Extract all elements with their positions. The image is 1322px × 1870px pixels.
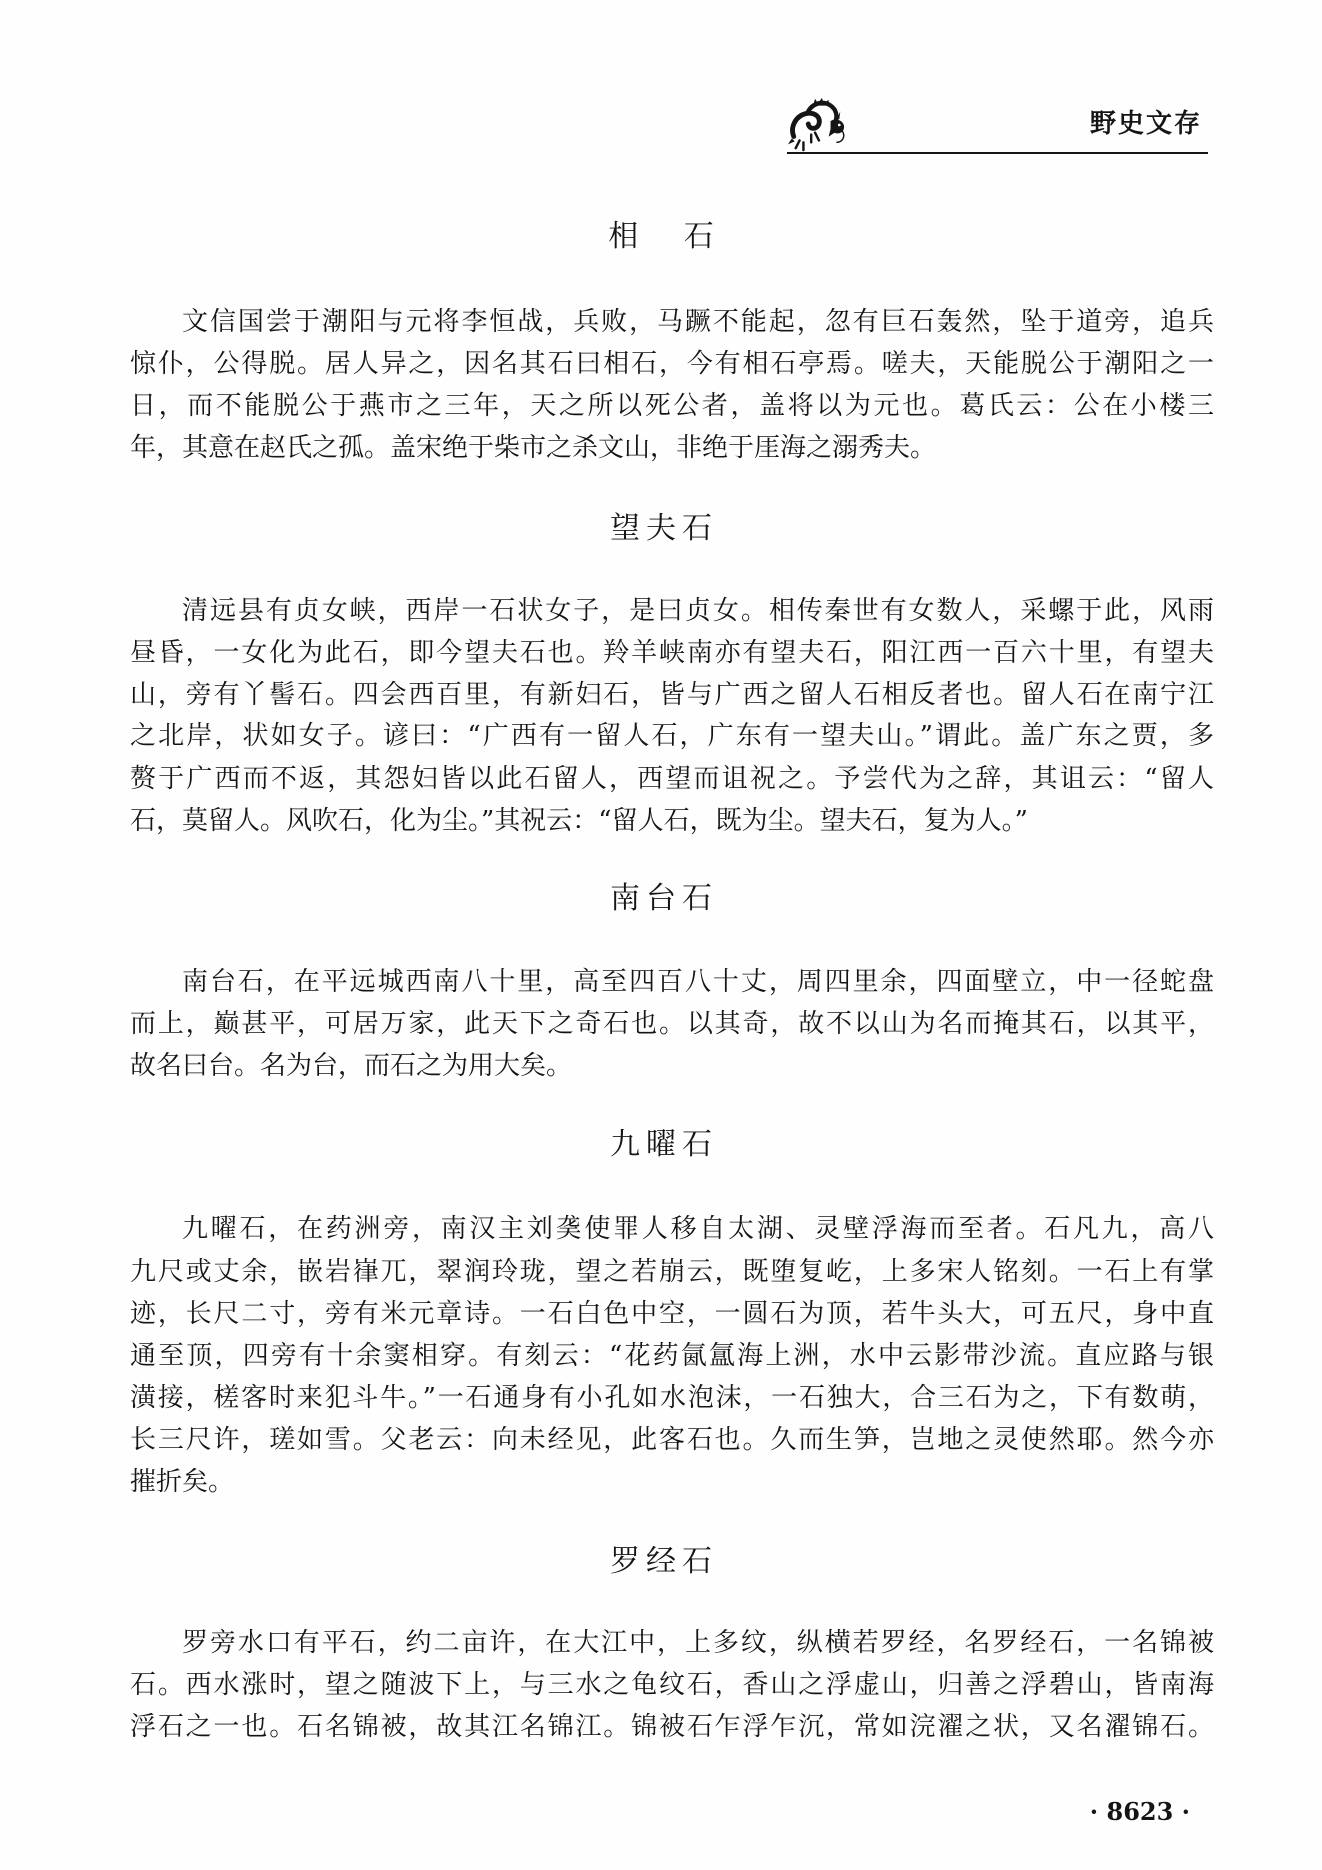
paragraph-line: 石，莫留人。风吹石，化为尘。”其祝云：“留人石，既为尘。望夫石，复为人。” [130,806,1028,836]
page-number: · 8623 · [1089,1797,1190,1826]
paragraph-line: 昼昏，一女化为此石，即今望夫石也。羚羊峡南亦有望夫石，阳江西一百六十里，有望夫 [130,638,1214,668]
paragraph-line: 文信国尝于潮阳与元将李恒战，兵败，马蹶不能起，忽有巨石轰然，坠于道旁，追兵 [182,307,1214,337]
section-title: 南台石 [610,881,718,916]
dragon-logo-icon [786,92,848,154]
section-title: 九曜石 [610,1127,718,1162]
section-title: 罗经石 [610,1544,718,1579]
paragraph-line: 长三尺许，瑳如雪。父老云：向未经见，此客石也。久而生笋，岂地之灵使然耶。然今亦 [130,1425,1214,1455]
paragraph-line: 南台石，在平远城西南八十里，高至四百八十丈，周四里余，四面壁立，中一径蛇盘 [182,967,1214,997]
paragraph-line: 罗旁水口有平石，约二亩许，在大江中，上多纹，纵横若罗经，名罗经石，一名锦被 [182,1628,1214,1658]
paragraph-line: 摧折矣。 [130,1467,235,1497]
section-title: 望夫石 [610,511,718,546]
running-header-title: 野史文存 [1089,109,1202,139]
paragraph-line: 通至顶，四旁有十余窦相穿。有刻云：“花药氤氲海上洲，水中云影带沙流。直应路与银 [130,1341,1214,1371]
paragraph-line: 浮石之一也。石名锦被，故其江名锦江。锦被石乍浮乍沉，常如浣濯之状，又名濯锦石。 [130,1712,1214,1742]
paragraph-line: 石。西水涨时，望之随波下上，与三水之龟纹石，香山之浮虚山，归善之浮碧山，皆南海 [130,1670,1214,1700]
paragraph-line: 日，而不能脱公于燕市之三年，天之所以死公者，盖将以为元也。葛氏云：公在小楼三 [130,391,1214,421]
paragraph-line: 山，旁有丫髻石。四会西百里，有新妇石，皆与广西之留人石相反者也。留人石在南宁江 [130,680,1214,710]
paragraph-line: 潢接，槎客时来犯斗牛。”一石通身有小孔如水泡沫，一石独大，合三石为之，下有数萌， [130,1383,1214,1413]
paragraph-line: 之北岸，状如女子。谚曰：“广西有一留人石，广东有一望夫山。”谓此。盖广东之贾，多 [130,721,1214,751]
paragraph-line: 九曜石，在药洲旁，南汉主刘䶮使罪人移自太湖、灵壁浮海而至者。石凡九，高八 [182,1214,1214,1244]
header-rule [787,152,1208,154]
paragraph-line: 故名曰台。名为台，而石之为用大矣。 [130,1051,573,1081]
paragraph-line: 惊仆，公得脱。居人异之，因名其石曰相石，今有相石亭焉。嗟夫，天能脱公于潮阳之一 [130,349,1214,379]
paragraph-line: 而上，巅甚平，可居万家，此天下之奇石也。以其奇，故不以山为名而掩其石，以其平， [130,1009,1214,1039]
paragraph-line: 迹，长尺二寸，旁有米元章诗。一石白色中空，一圆石为顶，若牛头大，可五尺，身中直 [130,1299,1214,1329]
paragraph-line: 赘于广西而不返，其怨妇皆以此石留人，西望而诅祝之。予尝代为之辞，其诅云：“留人 [130,764,1214,794]
section-title: 相 石 [608,219,720,254]
paragraph-line: 年，其意在赵氏之孤。盖宋绝于柴市之杀文山，非绝于厓海之溺秀夫。 [130,433,937,463]
paragraph-line: 清远县有贞女峡，西岸一石状女子，是曰贞女。相传秦世有女数人，采螺于此，风雨 [182,596,1214,626]
paragraph-line: 九尺或丈余，嵌岩嵂兀，翠润玲珑，望之若崩云，既堕复屹，上多宋人铭刻。一石上有掌 [130,1257,1214,1287]
